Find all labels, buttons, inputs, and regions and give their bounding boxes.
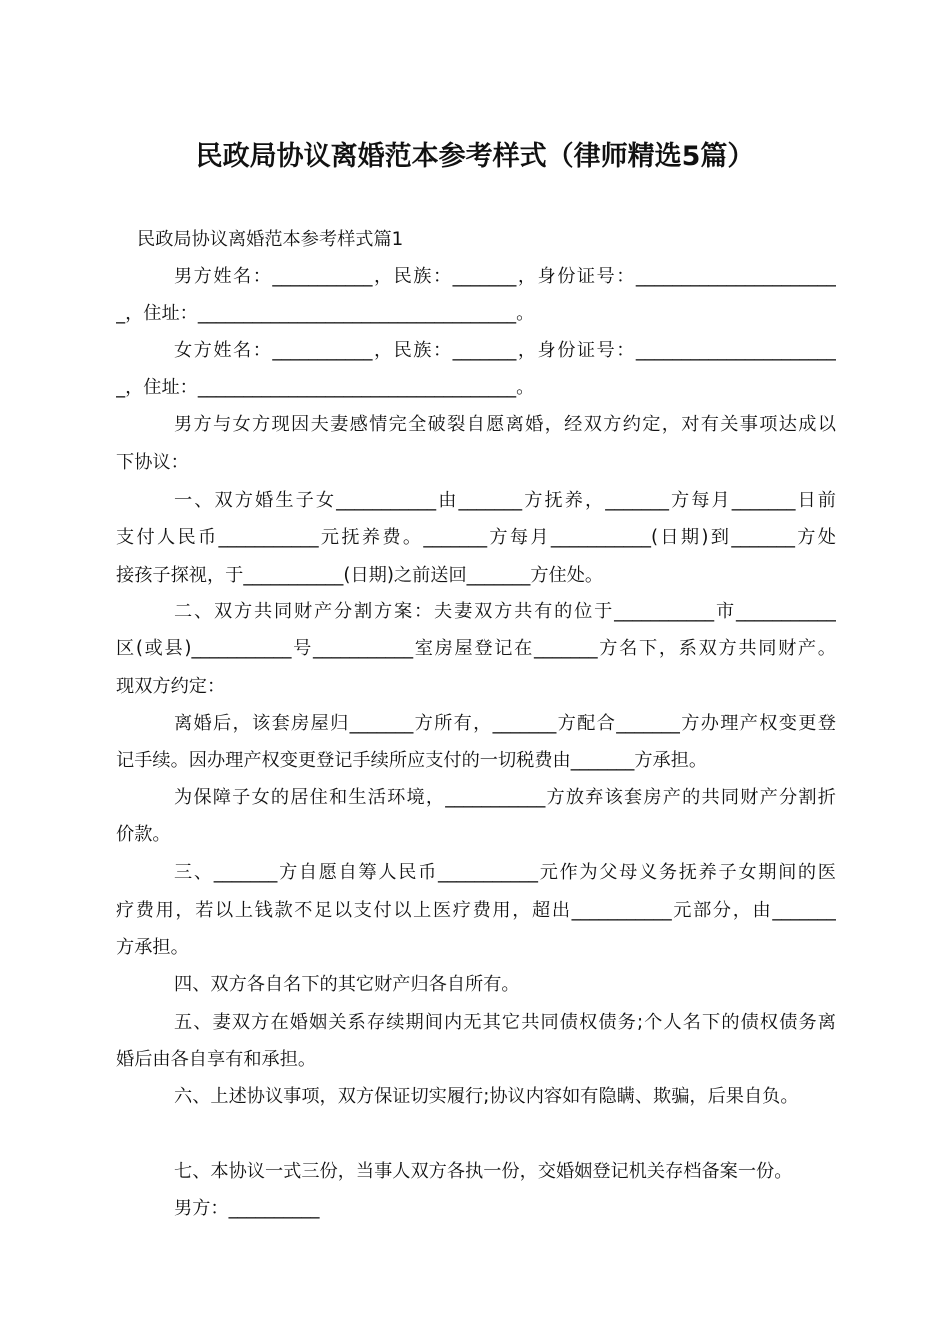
- paragraph-line: 方承担。: [116, 937, 189, 958]
- paragraph-line: 疗费用，若以上钱款不足以支付以上医疗费用，超出___________元部分，由_______: [116, 900, 836, 921]
- paragraph-line: 为保障子女的居住和生活环境，___________方放弃该套房产的共同财产分割折: [174, 787, 836, 808]
- paragraph-line: 女方姓名：___________，民族：_______，身份证号：______________________: [174, 340, 836, 361]
- paragraph-line: 一、双方婚生子女___________由_______方抚养，_______方每月_______日前: [174, 490, 836, 511]
- paragraph-line: 六、上述协议事项，双方保证切实履行;协议内容如有隐瞒、欺骗，后果自负。: [174, 1086, 799, 1107]
- paragraph-line: 价款。: [116, 824, 171, 845]
- paragraph-line: 下协议：: [116, 452, 189, 473]
- paragraph-line: 记手续。因办理产权变更登记手续所应支付的一切税费由_______方承担。: [116, 750, 708, 771]
- paragraph-line: 四、双方各自名下的其它财产归各自所有。: [174, 974, 520, 995]
- paragraph-line: 男方姓名：___________，民族：_______，身份证号：______________________: [174, 266, 836, 287]
- paragraph-line: 接孩子探视，于___________(日期)之前送回_______方住处。: [116, 565, 604, 586]
- paragraph-line: 二、双方共同财产分割方案：夫妻双方共有的位于___________市___________: [174, 601, 836, 622]
- paragraph-line: 离婚后，该套房屋归_______方所有，_______方配合_______方办理产权变更登: [174, 713, 836, 734]
- paragraph-line: _，住址：___________________________________。: [116, 377, 535, 398]
- paragraph-line: 三、_______方自愿自筹人民币___________元作为父母义务抚养子女期间的医: [174, 862, 836, 883]
- signature-line: 男方：__________: [174, 1198, 320, 1219]
- paragraph-line: 区(或县)___________号___________室房屋登记在_______方名下，系双方共同财产。: [116, 638, 836, 659]
- paragraph-line: 五、妻双方在婚姻关系存续期间内无其它共同债权债务;个人名下的债权债务离: [174, 1012, 836, 1033]
- paragraph-line: 支付人民币___________元抚养费。_______方每月___________(日期)到_______方处: [116, 527, 836, 548]
- paragraph-line: _，住址：___________________________________。: [116, 303, 535, 324]
- section-heading: 民政局协议离婚范本参考样式篇1: [137, 229, 404, 250]
- paragraph-line: 男方与女方现因夫妻感情完全破裂自愿离婚，经双方约定，对有关事项达成以: [174, 414, 836, 435]
- document-title: 民政局协议离婚范本参考样式（律师精选5篇）: [195, 141, 755, 172]
- paragraph-line: 婚后由各自享有和承担。: [116, 1049, 317, 1070]
- paragraph-line: 现双方约定：: [116, 676, 226, 697]
- paragraph-line: 七、本协议一式三份，当事人双方各执一份，交婚姻登记机关存档备案一份。: [174, 1161, 793, 1182]
